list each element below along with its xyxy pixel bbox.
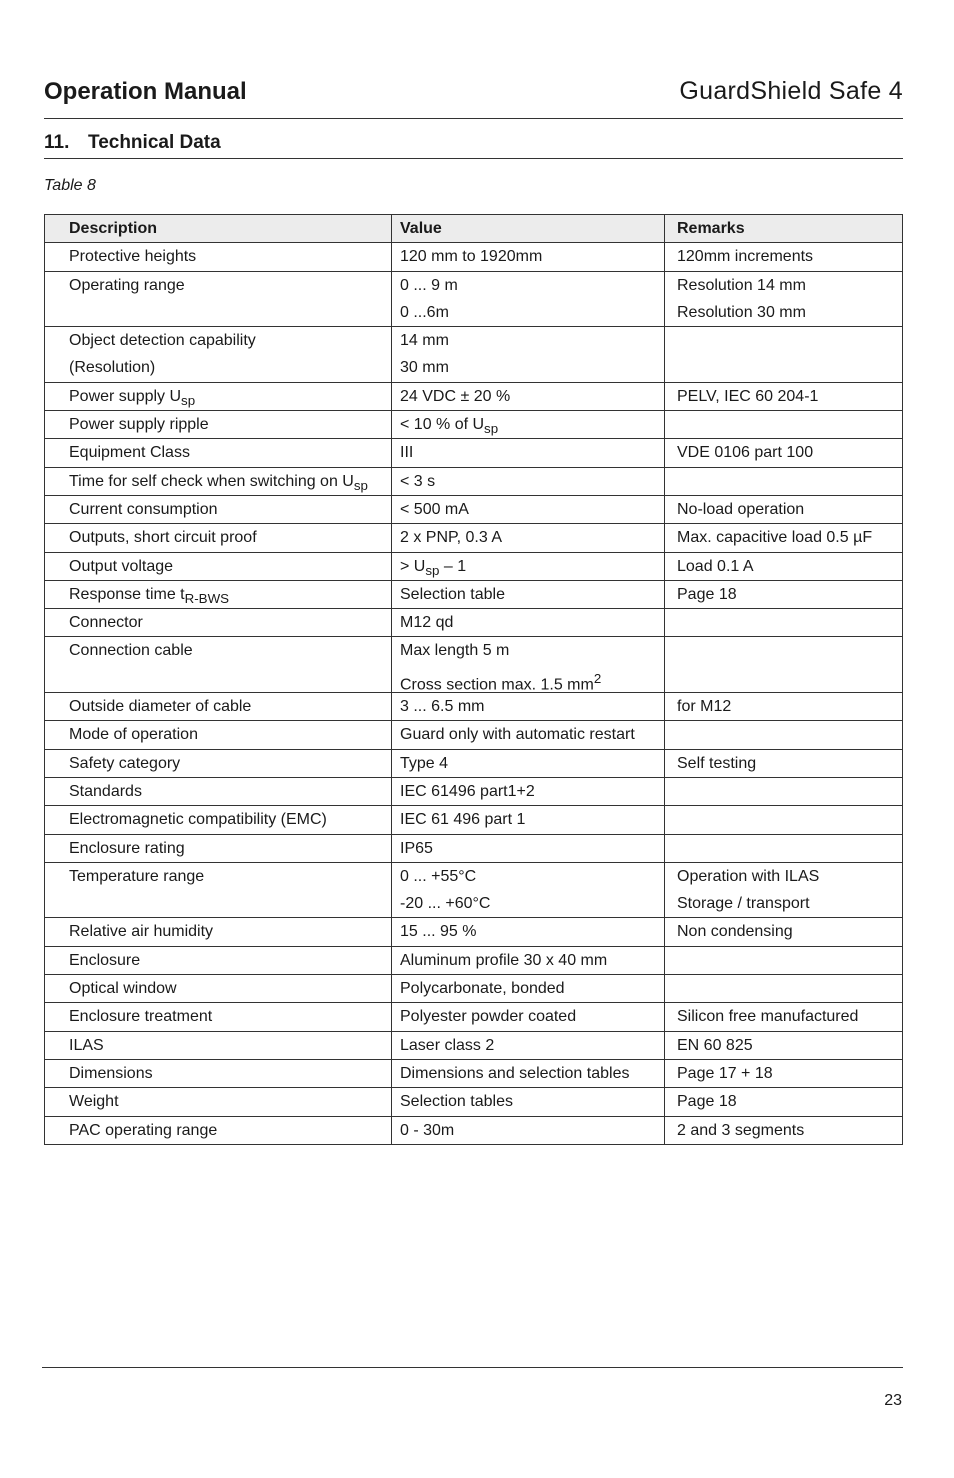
description-cell: Dimensions bbox=[45, 1059, 392, 1087]
remarks-cell: 120mm increments bbox=[665, 243, 903, 271]
remarks-cell: Resolution 14 mm Resolution 30 mm bbox=[665, 271, 903, 327]
manual-title: Operation Manual bbox=[44, 78, 247, 105]
table-row bbox=[45, 580, 903, 608]
table-row bbox=[45, 327, 903, 383]
value-cell: < 3 s bbox=[392, 467, 665, 495]
page-header bbox=[44, 78, 903, 119]
description-cell: Protective heights bbox=[45, 243, 392, 271]
table-row bbox=[45, 749, 903, 777]
value-cell: > $U_{sp} - 1$ bbox=[392, 552, 665, 580]
remarks-cell bbox=[665, 467, 903, 495]
table-row bbox=[45, 946, 903, 974]
table-row bbox=[45, 382, 903, 410]
value-cell: 0 ... 9 m 0 ...6m bbox=[392, 271, 665, 327]
value-cell: 0 - 30m bbox=[392, 1116, 665, 1144]
value-cell: 14 mm 30 mm bbox=[392, 327, 665, 383]
table-row bbox=[45, 439, 903, 467]
table-row bbox=[45, 271, 903, 327]
description-cell: Relative air humidity bbox=[45, 918, 392, 946]
remarks-cell bbox=[665, 609, 903, 637]
remarks-cell: Page 18 bbox=[665, 1088, 903, 1116]
table-row bbox=[45, 524, 903, 552]
value-cell: IEC 61496 part1+2 bbox=[392, 777, 665, 805]
section-heading bbox=[44, 130, 903, 159]
description-cell: Electromagnetic compatibility (EMC) bbox=[45, 806, 392, 834]
description-cell: Enclosure bbox=[45, 946, 392, 974]
table-row bbox=[45, 862, 903, 918]
description-cell: Enclosure treatment bbox=[45, 1003, 392, 1031]
remarks-cell: Operation with ILAS Storage / transport bbox=[665, 862, 903, 918]
description-cell: Temperature range bbox=[45, 862, 392, 918]
table-row bbox=[45, 637, 903, 693]
value-cell: Selection tables bbox=[392, 1088, 665, 1116]
column-header-description: Description bbox=[45, 215, 392, 243]
remarks-cell bbox=[665, 721, 903, 749]
remarks-cell bbox=[665, 411, 903, 439]
description-cell: PAC operating range bbox=[45, 1116, 392, 1144]
table-row bbox=[45, 721, 903, 749]
remarks-cell: 2 and 3 segments bbox=[665, 1116, 903, 1144]
description-cell: Power supply $U_{sp}$ bbox=[45, 382, 392, 410]
remarks-cell: PELV, IEC 60 204-1 bbox=[665, 382, 903, 410]
remarks-cell: for M12 bbox=[665, 693, 903, 721]
remarks-cell: EN 60 825 bbox=[665, 1031, 903, 1059]
description-cell: Outputs, short circuit proof bbox=[45, 524, 392, 552]
remarks-cell: Non condensing bbox=[665, 918, 903, 946]
value-cell: 120 mm to 1920mm bbox=[392, 243, 665, 271]
value-cell: Selection table bbox=[392, 580, 665, 608]
description-cell: Standards bbox=[45, 777, 392, 805]
value-cell: 3 ... 6.5 mm bbox=[392, 693, 665, 721]
value-cell: IEC 61 496 part 1 bbox=[392, 806, 665, 834]
footer-rule bbox=[42, 1367, 903, 1368]
remarks-cell: Self testing bbox=[665, 749, 903, 777]
value-cell: 24 VDC ± 20 % bbox=[392, 382, 665, 410]
table-header-row bbox=[45, 215, 903, 243]
description-cell: Current consumption bbox=[45, 495, 392, 523]
table-row bbox=[45, 243, 903, 271]
table-row bbox=[45, 552, 903, 580]
description-cell: Enclosure rating bbox=[45, 834, 392, 862]
page-number: 23 bbox=[884, 1392, 902, 1409]
value-cell: 2 x PNP, 0.3 A bbox=[392, 524, 665, 552]
remarks-cell bbox=[665, 834, 903, 862]
table-row bbox=[45, 693, 903, 721]
technical-data-table bbox=[44, 214, 903, 1145]
value-cell: Aluminum profile 30 x 40 mm bbox=[392, 946, 665, 974]
remarks-cell bbox=[665, 637, 903, 693]
table-row bbox=[45, 411, 903, 439]
remarks-cell: VDE 0106 part 100 bbox=[665, 439, 903, 467]
value-cell: 0 ... +55°C -20 ... +60°C bbox=[392, 862, 665, 918]
table-row bbox=[45, 1116, 903, 1144]
table-row bbox=[45, 1003, 903, 1031]
remarks-cell bbox=[665, 946, 903, 974]
remarks-cell: Max. capacitive load 0.5 µF bbox=[665, 524, 903, 552]
remarks-cell: Load 0.1 A bbox=[665, 552, 903, 580]
description-cell: Weight bbox=[45, 1088, 392, 1116]
value-cell: Max length 5 m Cross section max. 1.5 $mm^2$ bbox=[392, 637, 665, 693]
table-row bbox=[45, 1059, 903, 1087]
remarks-cell bbox=[665, 327, 903, 383]
value-cell: Dimensions and selection tables bbox=[392, 1059, 665, 1087]
description-cell: Optical window bbox=[45, 975, 392, 1003]
description-cell: Connection cable bbox=[45, 637, 392, 693]
remarks-cell bbox=[665, 975, 903, 1003]
value-cell: M12 qd bbox=[392, 609, 665, 637]
section-title: Technical Data bbox=[88, 132, 221, 153]
value-cell: < 10 % of $U_{sp}$ bbox=[392, 411, 665, 439]
value-cell: Laser class 2 bbox=[392, 1031, 665, 1059]
table-row bbox=[45, 495, 903, 523]
description-cell: ILAS bbox=[45, 1031, 392, 1059]
value-cell: 15 ... 95 % bbox=[392, 918, 665, 946]
table-row bbox=[45, 1088, 903, 1116]
table-row bbox=[45, 834, 903, 862]
remarks-cell bbox=[665, 777, 903, 805]
column-header-value: Value bbox=[392, 215, 665, 243]
remarks-cell: Page 18 bbox=[665, 580, 903, 608]
table-row bbox=[45, 918, 903, 946]
table-row bbox=[45, 975, 903, 1003]
description-cell: Equipment Class bbox=[45, 439, 392, 467]
description-cell: Outside diameter of cable bbox=[45, 693, 392, 721]
remarks-cell bbox=[665, 806, 903, 834]
remarks-cell: Page 17 + 18 bbox=[665, 1059, 903, 1087]
description-cell: Time for self check when switching on $U_{sp}$ bbox=[45, 467, 392, 495]
value-cell: Type 4 bbox=[392, 749, 665, 777]
description-cell: Response time $t_{R-BWS}$ bbox=[45, 580, 392, 608]
value-cell: III bbox=[392, 439, 665, 467]
section-number: 11. bbox=[44, 132, 70, 153]
value-cell: Polycarbonate, bonded bbox=[392, 975, 665, 1003]
table-caption: Table 8 bbox=[44, 177, 96, 194]
value-cell: < 500 mA bbox=[392, 495, 665, 523]
remarks-cell: Silicon free manufactured bbox=[665, 1003, 903, 1031]
table-row bbox=[45, 777, 903, 805]
product-name: GuardShield Safe 4 bbox=[679, 77, 903, 105]
description-cell: Output voltage bbox=[45, 552, 392, 580]
table-row bbox=[45, 806, 903, 834]
table-row bbox=[45, 609, 903, 637]
description-cell: Power supply ripple bbox=[45, 411, 392, 439]
table-row bbox=[45, 467, 903, 495]
description-cell: Mode of operation bbox=[45, 721, 392, 749]
value-cell: IP65 bbox=[392, 834, 665, 862]
column-header-remarks: Remarks bbox=[665, 215, 903, 243]
description-cell: Object detection capability (Resolution) bbox=[45, 327, 392, 383]
description-cell: Connector bbox=[45, 609, 392, 637]
description-cell: Operating range bbox=[45, 271, 392, 327]
description-cell: Safety category bbox=[45, 749, 392, 777]
table-row bbox=[45, 1031, 903, 1059]
value-cell: Guard only with automatic restart bbox=[392, 721, 665, 749]
remarks-cell: No-load operation bbox=[665, 495, 903, 523]
value-cell: Polyester powder coated bbox=[392, 1003, 665, 1031]
